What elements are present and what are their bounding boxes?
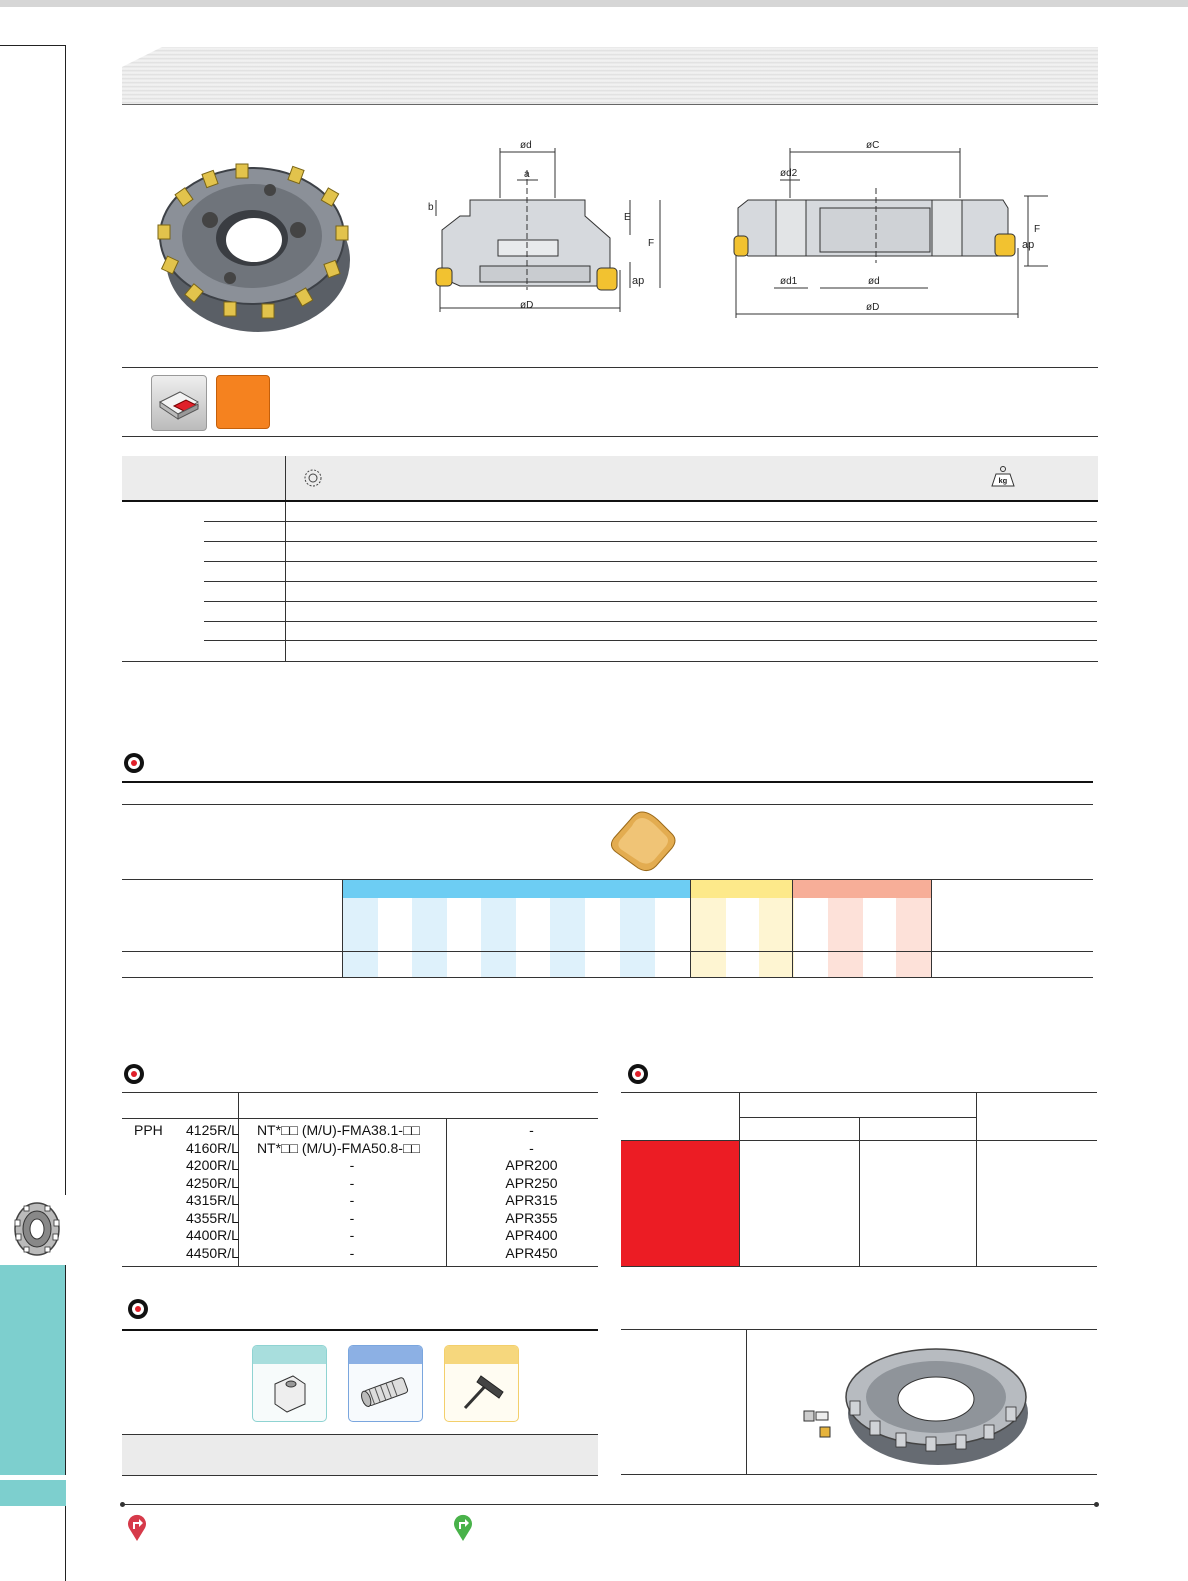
grade-bottom-rule xyxy=(122,977,1093,978)
adapter-cell: APR315 xyxy=(505,1192,558,1208)
section-bullet-icon xyxy=(128,1299,148,1319)
arbor-cell: - xyxy=(349,1157,355,1173)
dim-label-e: E xyxy=(624,212,631,223)
model-cell: 4355R/L xyxy=(186,1209,239,1226)
grade-band-pink xyxy=(793,880,931,898)
dim-label-a: a xyxy=(524,169,530,180)
previous-page-pin-icon[interactable] xyxy=(126,1512,148,1542)
spec-table-header xyxy=(122,456,1098,501)
model-cell: 4400R/L xyxy=(186,1227,239,1243)
arbor-cell: - xyxy=(349,1244,355,1261)
arbor-cell: - xyxy=(349,1227,355,1243)
dim-label-f: F xyxy=(648,238,655,249)
dim-label-d1: ød1 xyxy=(780,276,798,287)
title-band-underline xyxy=(122,104,1098,105)
next-page-pin-icon[interactable] xyxy=(452,1512,474,1542)
dim-label-d-right: ød xyxy=(868,276,880,287)
ref-table-bottom-rule xyxy=(122,1266,598,1267)
title-band xyxy=(122,47,1098,104)
dim-label-b: b xyxy=(428,202,434,213)
spec-row-line xyxy=(204,561,1097,562)
arbor-cell: NT*□□ (M/U)-FMA50.8-□□ xyxy=(256,1139,420,1156)
weight-icon xyxy=(990,466,1016,488)
cutter-section-drawing-large xyxy=(728,138,1058,320)
grade-columns xyxy=(343,898,931,978)
parts-section-rule xyxy=(122,1329,598,1331)
sidebar-frame xyxy=(0,45,66,1195)
parts-note-box xyxy=(122,1434,598,1476)
machining-application-icon xyxy=(151,375,207,431)
assembly-top-rule xyxy=(621,1329,1097,1330)
ref-table-body xyxy=(122,1122,598,1262)
dim-label-f-right: F xyxy=(1034,224,1041,235)
footer-rule-endpoint xyxy=(1094,1502,1099,1507)
spec-row-line xyxy=(204,541,1097,542)
family-label: PPH xyxy=(134,1122,163,1138)
model-cell: 4125R/L xyxy=(186,1122,239,1138)
dim-label-d: ød xyxy=(520,140,532,151)
table-row xyxy=(122,1157,598,1175)
dim-label-ap: ap xyxy=(632,275,645,287)
assembly-col-divider xyxy=(746,1329,747,1475)
section-bullet-icon xyxy=(628,1064,648,1084)
insert-image xyxy=(604,808,680,878)
arbor-cell: NT*□□ (M/U)-FMA38.1-□□ xyxy=(256,1122,420,1138)
dim-label-D: øD xyxy=(520,300,534,311)
dim-label-D-right: øD xyxy=(866,302,880,313)
spec-header-rule xyxy=(122,500,1098,502)
ref-table-header-rule xyxy=(122,1118,598,1119)
arbor-cell: - xyxy=(349,1174,355,1191)
spec-table-bottom xyxy=(122,661,1098,662)
right-table-top-rule xyxy=(621,1092,1097,1093)
model-cell: 4315R/L xyxy=(186,1192,239,1208)
right-col-divider xyxy=(739,1092,740,1266)
right-table-bottom-rule xyxy=(621,1266,1097,1267)
material-color-box xyxy=(216,375,270,429)
sidebar-tab-active[interactable] xyxy=(0,1265,66,1475)
adapter-cell: - xyxy=(529,1139,534,1156)
ref-table-top-rule xyxy=(122,1092,598,1093)
adapter-cell: APR450 xyxy=(505,1244,558,1261)
grade-band-blue xyxy=(343,880,690,898)
part-wrench-card[interactable] xyxy=(444,1345,519,1422)
face-mill-cutter-image xyxy=(140,150,370,335)
sidebar-tab-strip[interactable] xyxy=(0,1480,66,1506)
adapter-cell: APR400 xyxy=(505,1227,558,1243)
model-cell: 4160R/L xyxy=(186,1139,239,1156)
model-cell: 4200R/L xyxy=(186,1157,239,1173)
red-category-block xyxy=(621,1141,739,1266)
part-clamp-card[interactable] xyxy=(252,1345,327,1422)
grade-col-divider xyxy=(342,880,343,978)
cutter-section-drawing-small xyxy=(420,140,670,320)
dim-label-C: øC xyxy=(866,140,880,151)
table-row xyxy=(122,1140,598,1158)
divider-icons-bottom xyxy=(122,436,1098,437)
divider-icons-top xyxy=(122,367,1098,368)
top-bar xyxy=(0,0,1188,7)
grade-col-divider xyxy=(931,880,932,978)
arbor-cell: - xyxy=(349,1192,355,1208)
table-row xyxy=(122,1245,598,1263)
spec-table-col-divider xyxy=(285,456,286,662)
spec-row-line xyxy=(204,521,1097,522)
section-bullet-icon xyxy=(124,753,144,773)
grade-col-divider xyxy=(690,880,691,978)
table-row xyxy=(122,1210,598,1228)
stock-symbol-icon xyxy=(303,468,323,488)
assembly-cutter-image xyxy=(800,1335,1030,1470)
model-cell: 4250R/L xyxy=(186,1174,239,1191)
right-col-divider xyxy=(976,1092,977,1266)
adapter-cell: APR250 xyxy=(505,1174,558,1191)
section-bullet-icon xyxy=(124,1064,144,1084)
dim-label-ap-right: ap xyxy=(1022,239,1035,251)
dim-label-d2: ød2 xyxy=(780,168,798,179)
adapter-cell: APR355 xyxy=(505,1209,558,1226)
part-screw-card[interactable] xyxy=(348,1345,423,1422)
right-subheader-rule xyxy=(739,1117,976,1118)
adapter-cell: APR200 xyxy=(505,1157,558,1173)
table-row xyxy=(122,1227,598,1245)
spec-row-line xyxy=(204,640,1097,641)
insert-header-rule xyxy=(122,804,1093,805)
table-row xyxy=(122,1192,598,1210)
grade-band-yellow xyxy=(691,880,792,898)
sidebar-divider xyxy=(65,1506,66,1581)
weight-icon-label: kg xyxy=(998,476,1008,485)
model-cell: 4450R/L xyxy=(186,1244,239,1261)
sidebar-cutter-thumbnail[interactable] xyxy=(10,1200,64,1258)
grade-row-rule xyxy=(122,951,1093,952)
grade-col-divider xyxy=(792,880,793,978)
footer-rule xyxy=(122,1504,1098,1505)
table-row xyxy=(122,1122,598,1140)
spec-row-line xyxy=(204,621,1097,622)
footer-rule-endpoint xyxy=(120,1502,125,1507)
table-row xyxy=(122,1175,598,1193)
adapter-cell: - xyxy=(529,1122,534,1138)
insert-section-rule xyxy=(122,781,1093,783)
spec-row-line xyxy=(204,581,1097,582)
assembly-bottom-rule xyxy=(621,1474,1097,1475)
spec-row-line xyxy=(204,601,1097,602)
arbor-cell: - xyxy=(349,1209,355,1226)
